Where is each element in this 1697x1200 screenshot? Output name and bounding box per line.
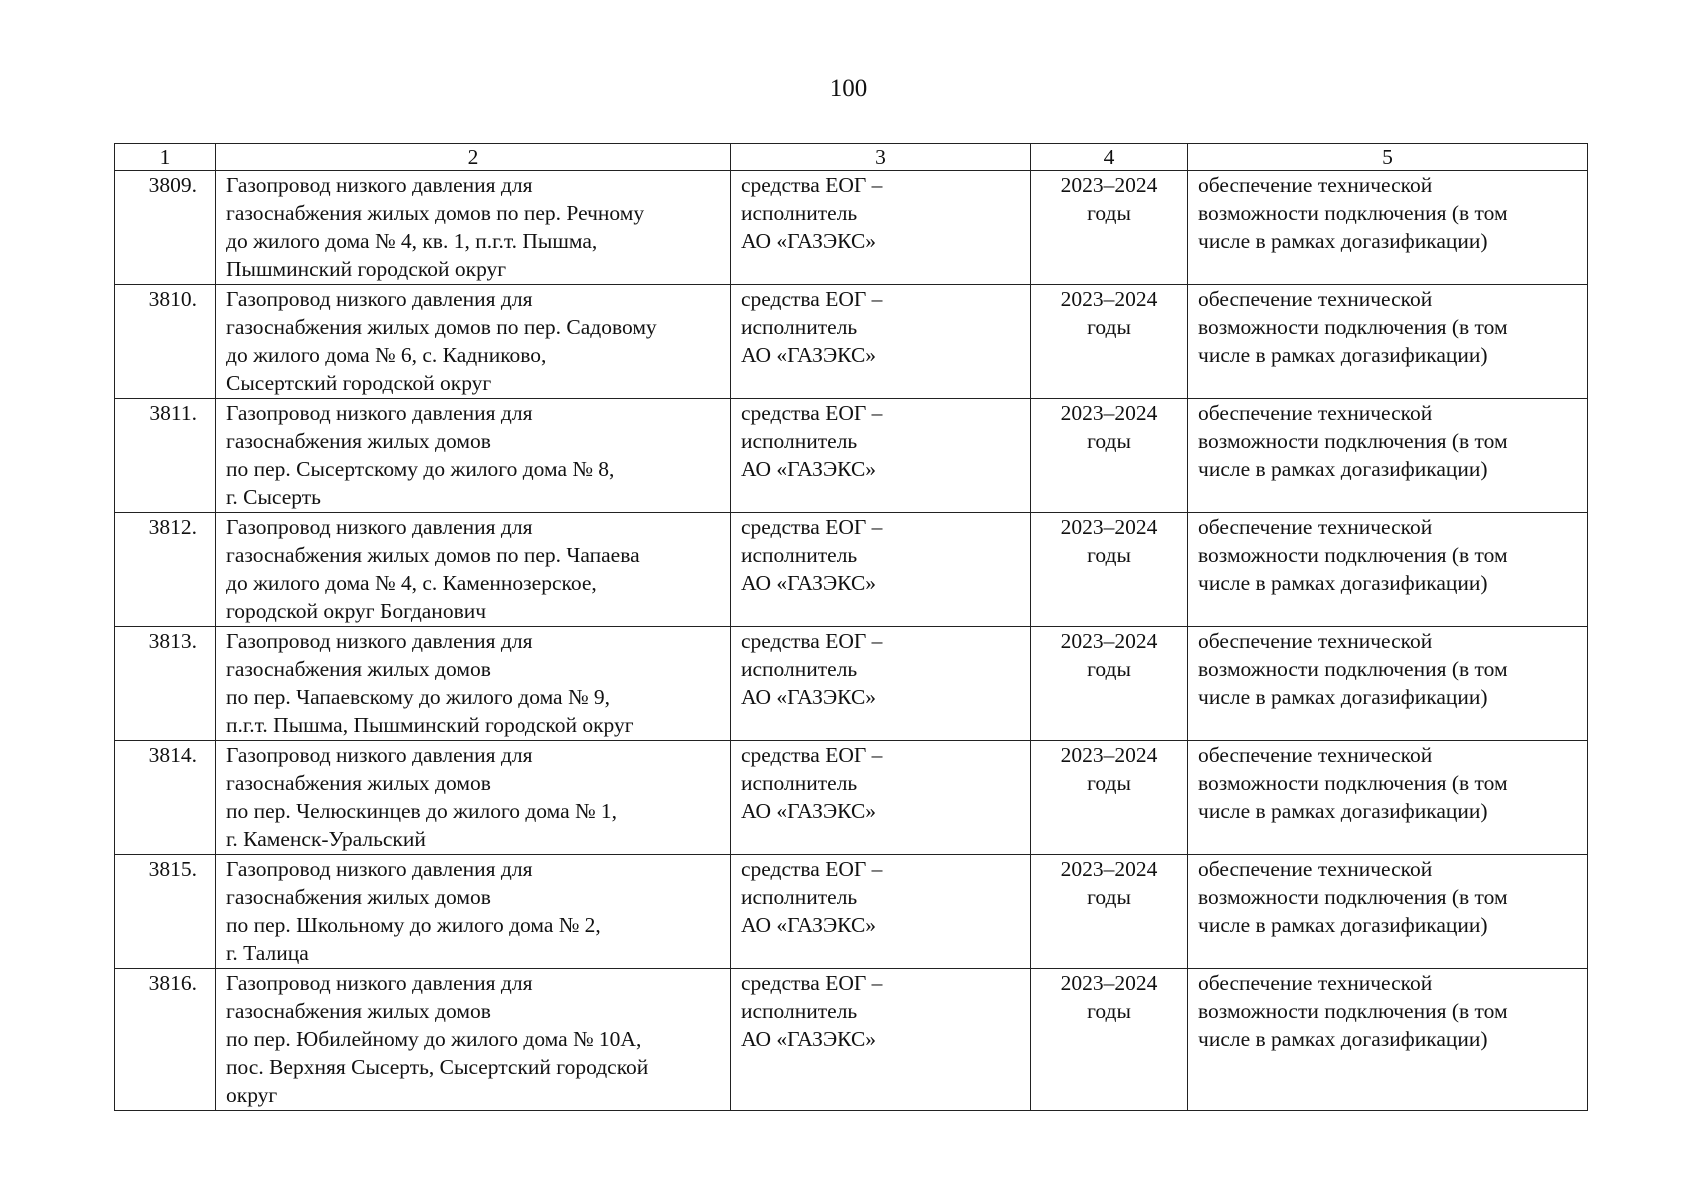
table-row [115,399,1588,513]
cell-text-line: возможности подключения (в том [1198,999,1508,1023]
cell-text-line: по пер. Чапаевскому до жилого дома № 9, [226,685,610,709]
cell-text-line: годы [1087,201,1131,225]
cell-text-line: средства ЕОГ – [741,401,883,425]
header-cell-1: 1 [115,144,216,171]
cell-text-line: 2023–2024 [1060,629,1158,653]
implementation-period-cell [1031,855,1188,969]
cell-text-line: исполнитель [741,201,858,225]
cell-text-line: числе в рамках догазификации) [1198,343,1488,367]
header-cell-4: 4 [1031,144,1188,171]
funding-source-cell [731,969,1031,1111]
table-body [115,171,1588,1111]
cell-text-line: до жилого дома № 4, с. Каменнозерское, [226,571,597,595]
table-row [115,741,1588,855]
cell-text-line: годы [1087,885,1131,909]
cell-text-line: обеспечение технической [1198,515,1433,539]
cell-text-line: АО «ГАЗЭКС» [741,571,877,595]
cell-text-line: п.г.т. Пышма, Пышминский городской округ [226,713,634,737]
cell-text-line: средства ЕОГ – [741,173,883,197]
cell-text-line: годы [1087,657,1131,681]
goal-cell [1188,855,1588,969]
cell-text-line: пос. Верхняя Сысерть, Сысертский городской [226,1055,649,1079]
cell-text-line: 2023–2024 [1060,401,1158,425]
funding-source-cell [731,171,1031,285]
goal-cell [1188,285,1588,399]
cell-text-line: годы [1087,999,1131,1023]
cell-text-line: Пышминский городской округ [226,257,507,281]
cell-text-line: средства ЕОГ – [741,857,883,881]
cell-text-line: газоснабжения жилых домов [226,999,491,1023]
goal-cell [1188,627,1588,741]
cell-text-line: городской округ Богданович [226,599,487,623]
cell-text-line: по пер. Юбилейному до жилого дома № 10А, [226,1027,642,1051]
cell-text-line: числе в рамках догазификации) [1198,1027,1488,1051]
cell-text-line: годы [1087,429,1131,453]
cell-text-line: возможности подключения (в том [1198,771,1508,795]
cell-text-line: 2023–2024 [1060,515,1158,539]
cell-text-line: возможности подключения (в том [1198,429,1508,453]
goal-cell [1188,741,1588,855]
cell-text-line: г. Каменск-Уральский [226,827,426,851]
cell-text-line: годы [1087,771,1131,795]
row-number-cell: 3812. [115,513,216,627]
cell-text-line: 2023–2024 [1060,971,1158,995]
implementation-period-cell [1031,741,1188,855]
cell-text-line: 2023–2024 [1060,743,1158,767]
object-description-cell [216,285,731,399]
cell-text-line: годы [1087,543,1131,567]
cell-text-line: обеспечение технической [1198,401,1433,425]
cell-text-line: 2023–2024 [1060,857,1158,881]
goal-cell [1188,399,1588,513]
cell-text-line: г. Талица [226,941,309,965]
funding-source-cell [731,627,1031,741]
object-description-cell [216,399,731,513]
cell-text-line: Газопровод низкого давления для [226,287,533,311]
row-number-cell: 3813. [115,627,216,741]
cell-text-line: возможности подключения (в том [1198,885,1508,909]
cell-text-line: Газопровод низкого давления для [226,857,533,881]
cell-text-line: средства ЕОГ – [741,287,883,311]
cell-text-line: обеспечение технической [1198,287,1433,311]
funding-source-cell [731,285,1031,399]
cell-text-line: средства ЕОГ – [741,629,883,653]
row-number-cell: 3815. [115,855,216,969]
cell-text-line: Газопровод низкого давления для [226,401,533,425]
object-description-cell [216,741,731,855]
cell-text-line: возможности подключения (в том [1198,543,1508,567]
cell-text-line: газоснабжения жилых домов [226,771,491,795]
cell-text-line: 2023–2024 [1060,287,1158,311]
table-row [115,627,1588,741]
cell-text-line: средства ЕОГ – [741,743,883,767]
cell-text-line: Газопровод низкого давления для [226,515,533,539]
cell-text-line: г. Сысерть [226,485,321,509]
cell-text-line: средства ЕОГ – [741,971,883,995]
funding-source-cell [731,513,1031,627]
cell-text-line: Газопровод низкого давления для [226,173,533,197]
cell-text-line: АО «ГАЗЭКС» [741,685,877,709]
row-number-cell: 3811. [115,399,216,513]
cell-text-line: газоснабжения жилых домов по пер. Речному [226,201,645,225]
object-description-cell [216,627,731,741]
document-table [114,143,1588,1111]
cell-text-line: газоснабжения жилых домов [226,885,491,909]
cell-text-line: исполнитель [741,999,858,1023]
cell-text-line: 2023–2024 [1060,173,1158,197]
cell-text-line: по пер. Школьному до жилого дома № 2, [226,913,601,937]
cell-text-line: газоснабжения жилых домов по пер. Чапаева [226,543,640,567]
cell-text-line: АО «ГАЗЭКС» [741,799,877,823]
implementation-period-cell [1031,285,1188,399]
cell-text-line: АО «ГАЗЭКС» [741,913,877,937]
funding-source-cell [731,855,1031,969]
cell-text-line: АО «ГАЗЭКС» [741,229,877,253]
implementation-period-cell [1031,627,1188,741]
row-number-cell: 3809. [115,171,216,285]
cell-text-line: обеспечение технической [1198,857,1433,881]
cell-text-line: средства ЕОГ – [741,515,883,539]
cell-text-line: числе в рамках догазификации) [1198,799,1488,823]
cell-text-line: АО «ГАЗЭКС» [741,1027,877,1051]
cell-text-line: исполнитель [741,771,858,795]
object-description-cell [216,855,731,969]
page-number: 100 [829,75,868,102]
cell-text-line: числе в рамках догазификации) [1198,913,1488,937]
header-cell-5: 5 [1188,144,1588,171]
implementation-period-cell [1031,171,1188,285]
cell-text-line: числе в рамках догазификации) [1198,685,1488,709]
table-row [115,171,1588,285]
cell-text-line: обеспечение технической [1198,971,1433,995]
implementation-period-cell [1031,399,1188,513]
cell-text-line: обеспечение технической [1198,173,1433,197]
table-row [115,285,1588,399]
object-description-cell [216,513,731,627]
cell-text-line: числе в рамках догазификации) [1198,457,1488,481]
cell-text-line: обеспечение технической [1198,743,1433,767]
cell-text-line: возможности подключения (в том [1198,657,1508,681]
cell-text-line: возможности подключения (в том [1198,315,1508,339]
object-description-cell [216,171,731,285]
cell-text-line: числе в рамках догазификации) [1198,571,1488,595]
goal-cell [1188,969,1588,1111]
cell-text-line: до жилого дома № 4, кв. 1, п.г.т. Пышма, [226,229,598,253]
cell-text-line: по пер. Челюскинцев до жилого дома № 1, [226,799,618,823]
cell-text-line: газоснабжения жилых домов по пер. Садовому [226,315,657,339]
cell-text-line: Сысертский городской округ [226,371,492,395]
cell-text-line: газоснабжения жилых домов [226,429,491,453]
row-number-cell: 3816. [115,969,216,1111]
cell-text-line: обеспечение технической [1198,629,1433,653]
cell-text-line: АО «ГАЗЭКС» [741,343,877,367]
funding-source-cell [731,741,1031,855]
cell-text-line: округ [226,1083,278,1107]
cell-text-line: Газопровод низкого давления для [226,743,533,767]
cell-text-line: газоснабжения жилых домов [226,657,491,681]
cell-text-line: возможности подключения (в том [1198,201,1508,225]
cell-text-line: исполнитель [741,657,858,681]
cell-text-line: АО «ГАЗЭКС» [741,457,877,481]
table-row [115,969,1588,1111]
row-number-cell: 3814. [115,741,216,855]
cell-text-line: годы [1087,315,1131,339]
implementation-period-cell [1031,969,1188,1111]
cell-text-line: исполнитель [741,315,858,339]
table-row [115,513,1588,627]
goal-cell [1188,513,1588,627]
funding-source-cell [731,399,1031,513]
header-cell-2: 2 [216,144,731,171]
object-description-cell [216,969,731,1111]
cell-text-line: исполнитель [741,885,858,909]
cell-text-line: Газопровод низкого давления для [226,971,533,995]
row-number-cell: 3810. [115,285,216,399]
header-cell-3: 3 [731,144,1031,171]
cell-text-line: исполнитель [741,543,858,567]
table-header-row [115,144,1588,171]
cell-text-line: до жилого дома № 6, с. Кадниково, [226,343,547,367]
cell-text-line: числе в рамках догазификации) [1198,229,1488,253]
cell-text-line: Газопровод низкого давления для [226,629,533,653]
goal-cell [1188,171,1588,285]
cell-text-line: исполнитель [741,429,858,453]
table-row [115,855,1588,969]
cell-text-line: по пер. Сысертскому до жилого дома № 8, [226,457,615,481]
implementation-period-cell [1031,513,1188,627]
